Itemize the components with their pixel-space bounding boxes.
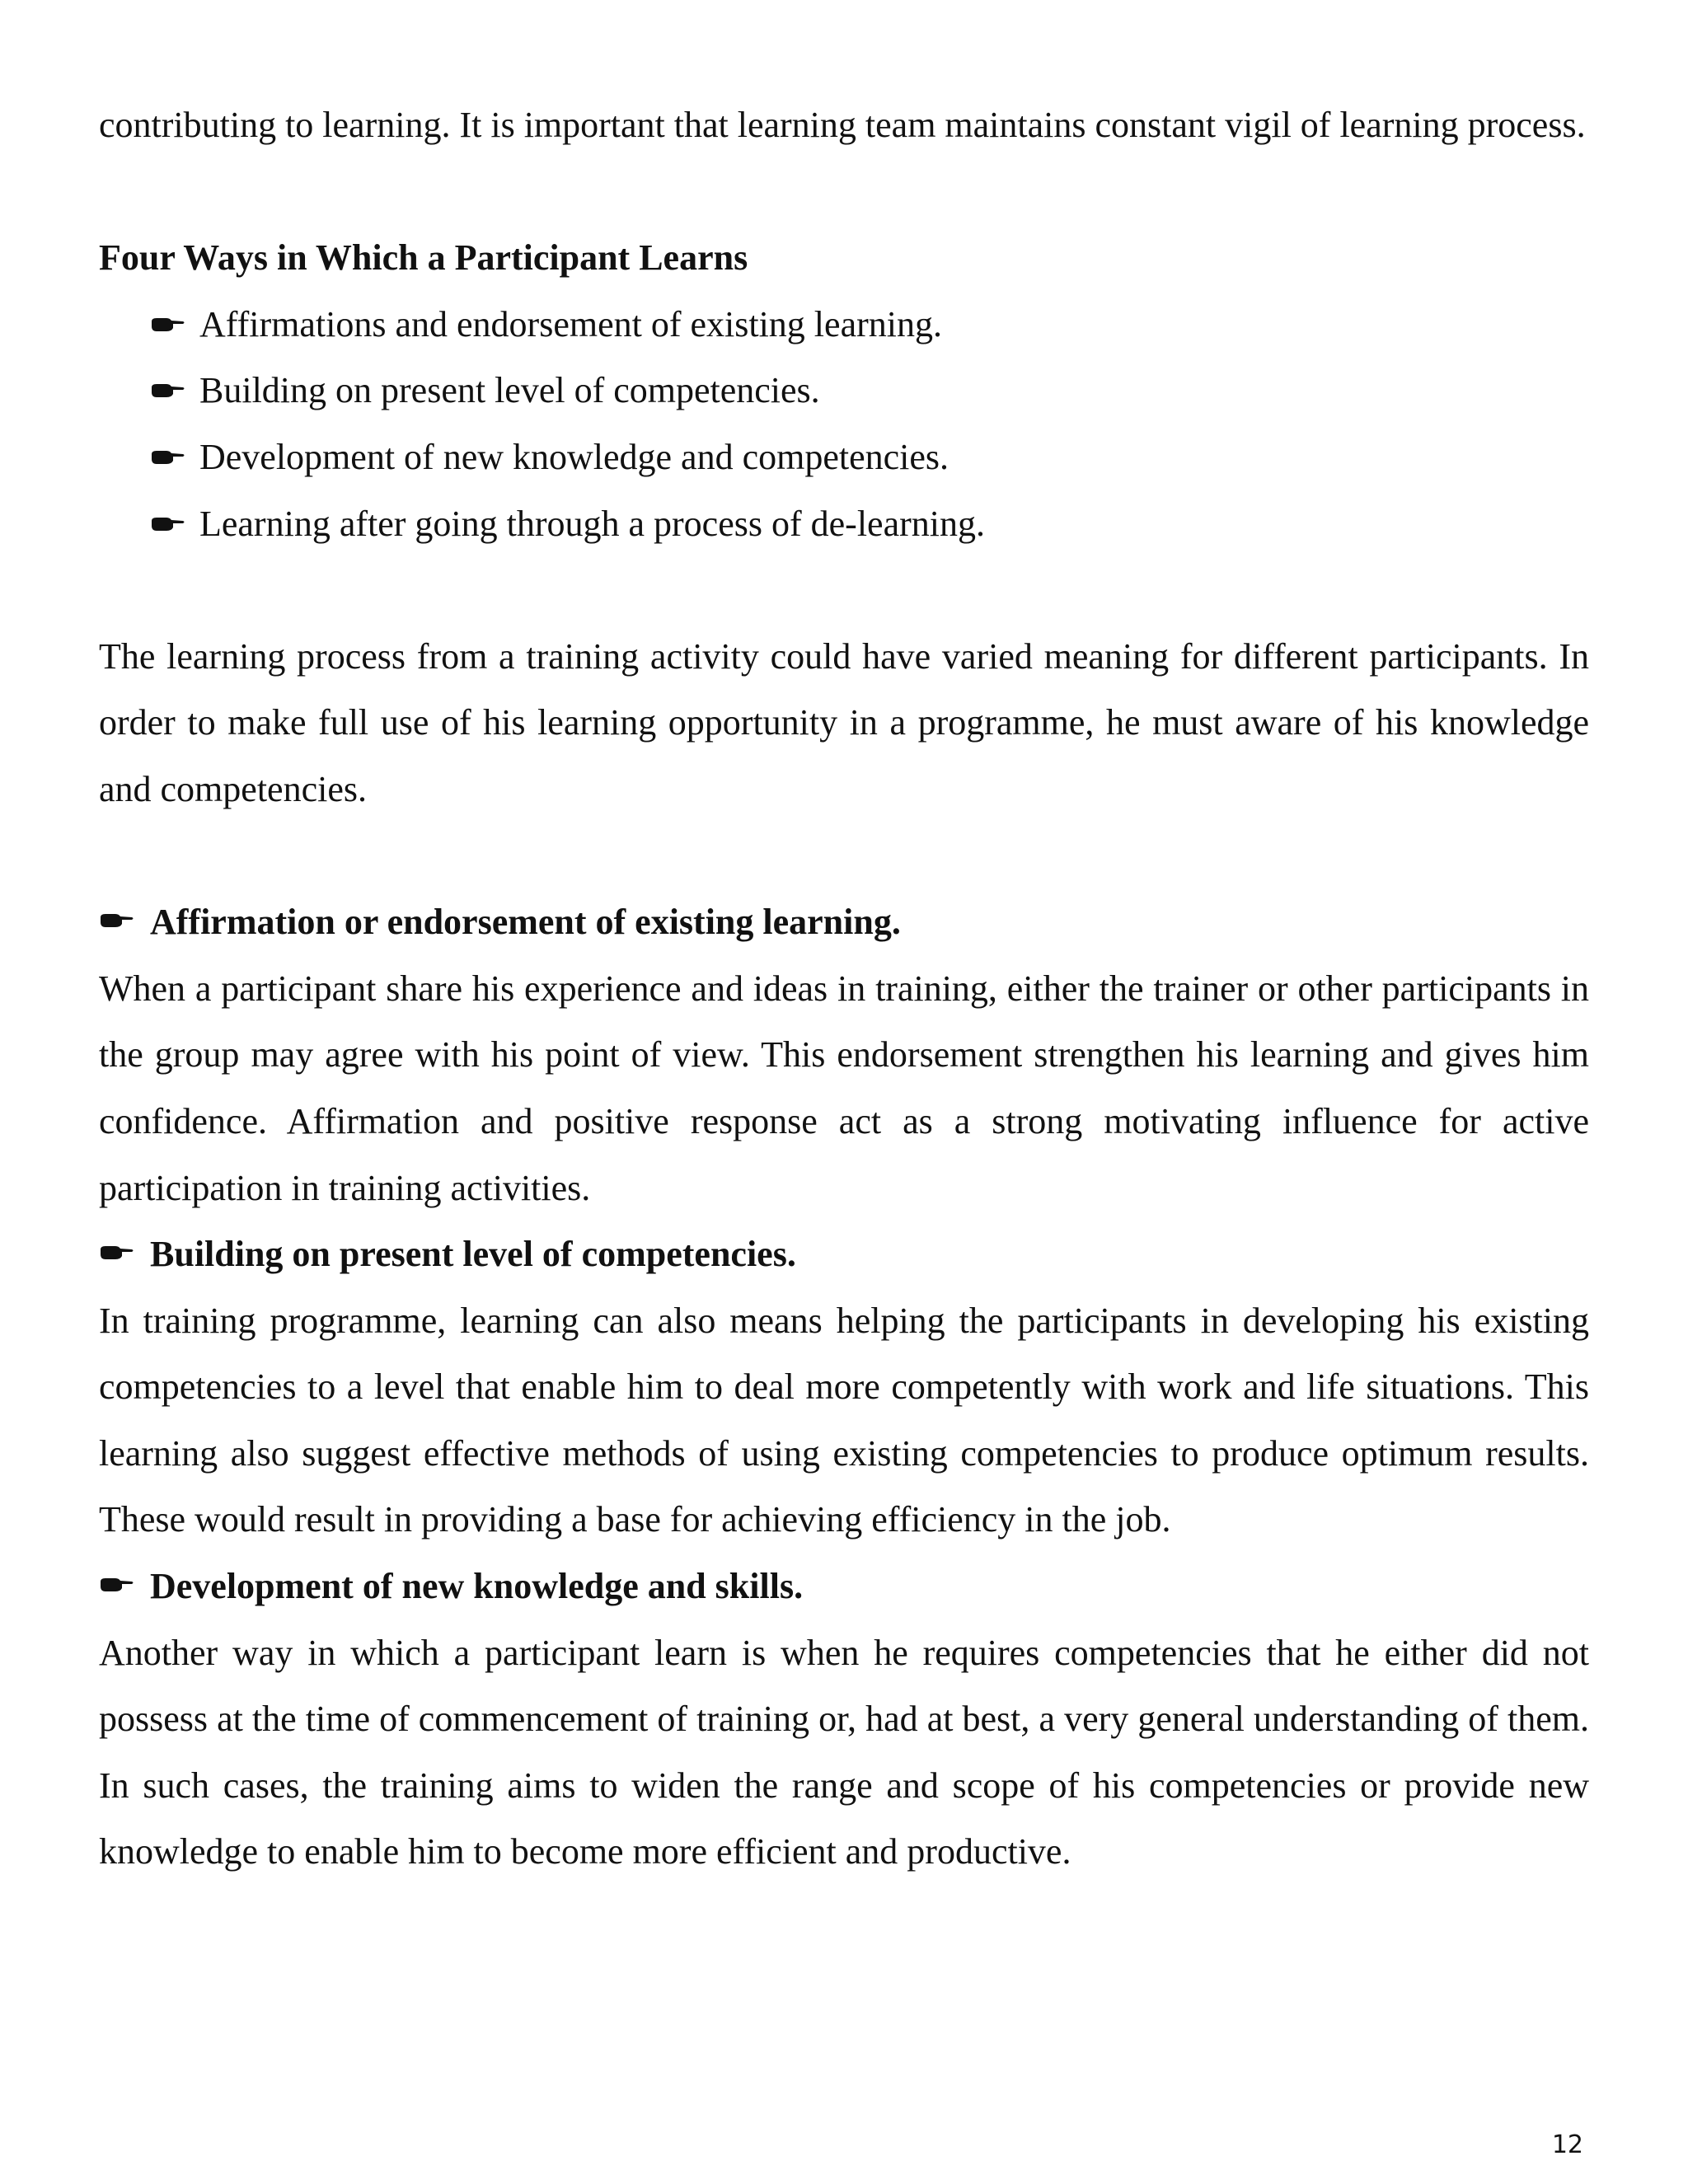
page-number: 12: [1551, 2130, 1583, 2159]
subsection-heading: [99, 1221, 1589, 1288]
pointing-hand-icon: [150, 382, 186, 399]
bullet-item-text: Affirmations and endorsement of existing learning.: [199, 303, 942, 344]
section-heading: Four Ways in Which a Participant Learns: [99, 237, 748, 279]
list-item: [99, 424, 1589, 491]
bullet-item-text: Development of new knowledge and competencies.: [199, 436, 950, 477]
learning-paragraph: The learning process from a training activity could have varied meaning for different participants. In order to make full use of his learning opportunity in a programme, he must aware of his knowledge and competencies.: [99, 635, 1589, 809]
spacer: [99, 557, 1589, 624]
bullet-item-text: Learning after going through a process of de-learning.: [199, 503, 985, 544]
subsection-title: Affirmation or endorsement of existing learning.: [150, 902, 901, 943]
pointing-hand-icon: [99, 1244, 135, 1261]
spacer: [99, 159, 1589, 226]
subsection-heading: [99, 889, 1589, 956]
pointing-hand-icon: [150, 449, 186, 466]
bullet-item-text: Building on present level of competencies.: [199, 370, 820, 411]
subsection-body: In training programme, learning can also means helping the participants in developing his existing competencies to a level that enable him to deal more competently with work and life situations. This learning also suggest effective methods of using existing competencies to produce optimum results. These would result in providing a base for achieving efficiency in the job.: [99, 1300, 1589, 1540]
spacer: [99, 823, 1589, 890]
list-item: [99, 491, 1589, 558]
subsection-title: Building on present level of competencies.: [150, 1234, 796, 1275]
subsection-heading: [99, 1554, 1589, 1620]
subsection-body: Another way in which a participant learn is when he requires competencies that he either did not possess at the time of commencement of training or, had at best, a very general understanding of them. In such cases, the training aims to widen the range and scope of his competencies or provide new knowledge to enable him to become more efficient and productive.: [99, 1632, 1589, 1872]
bullet-list: [99, 292, 1589, 557]
pointing-hand-icon: [150, 516, 186, 532]
subsection-title: Development of new knowledge and skills.: [150, 1566, 804, 1607]
intro-paragraph: contributing to learning. It is important that learning team maintains constant vigil of learning process.: [99, 105, 1586, 145]
pointing-hand-icon: [150, 316, 186, 333]
pointing-hand-icon: [99, 912, 135, 929]
list-item: [99, 358, 1589, 424]
subsection-body: When a participant share his experience and ideas in training, either the trainer or other participants in the group may agree with his point of view. This endorsement strengthen his learning and gives him confidence. Affirmation and positive response act as a strong motivating influence for active participation in training activities.: [99, 968, 1589, 1208]
pointing-hand-icon: [99, 1577, 135, 1593]
document-page: [99, 92, 1589, 1886]
list-item: [99, 292, 1589, 359]
